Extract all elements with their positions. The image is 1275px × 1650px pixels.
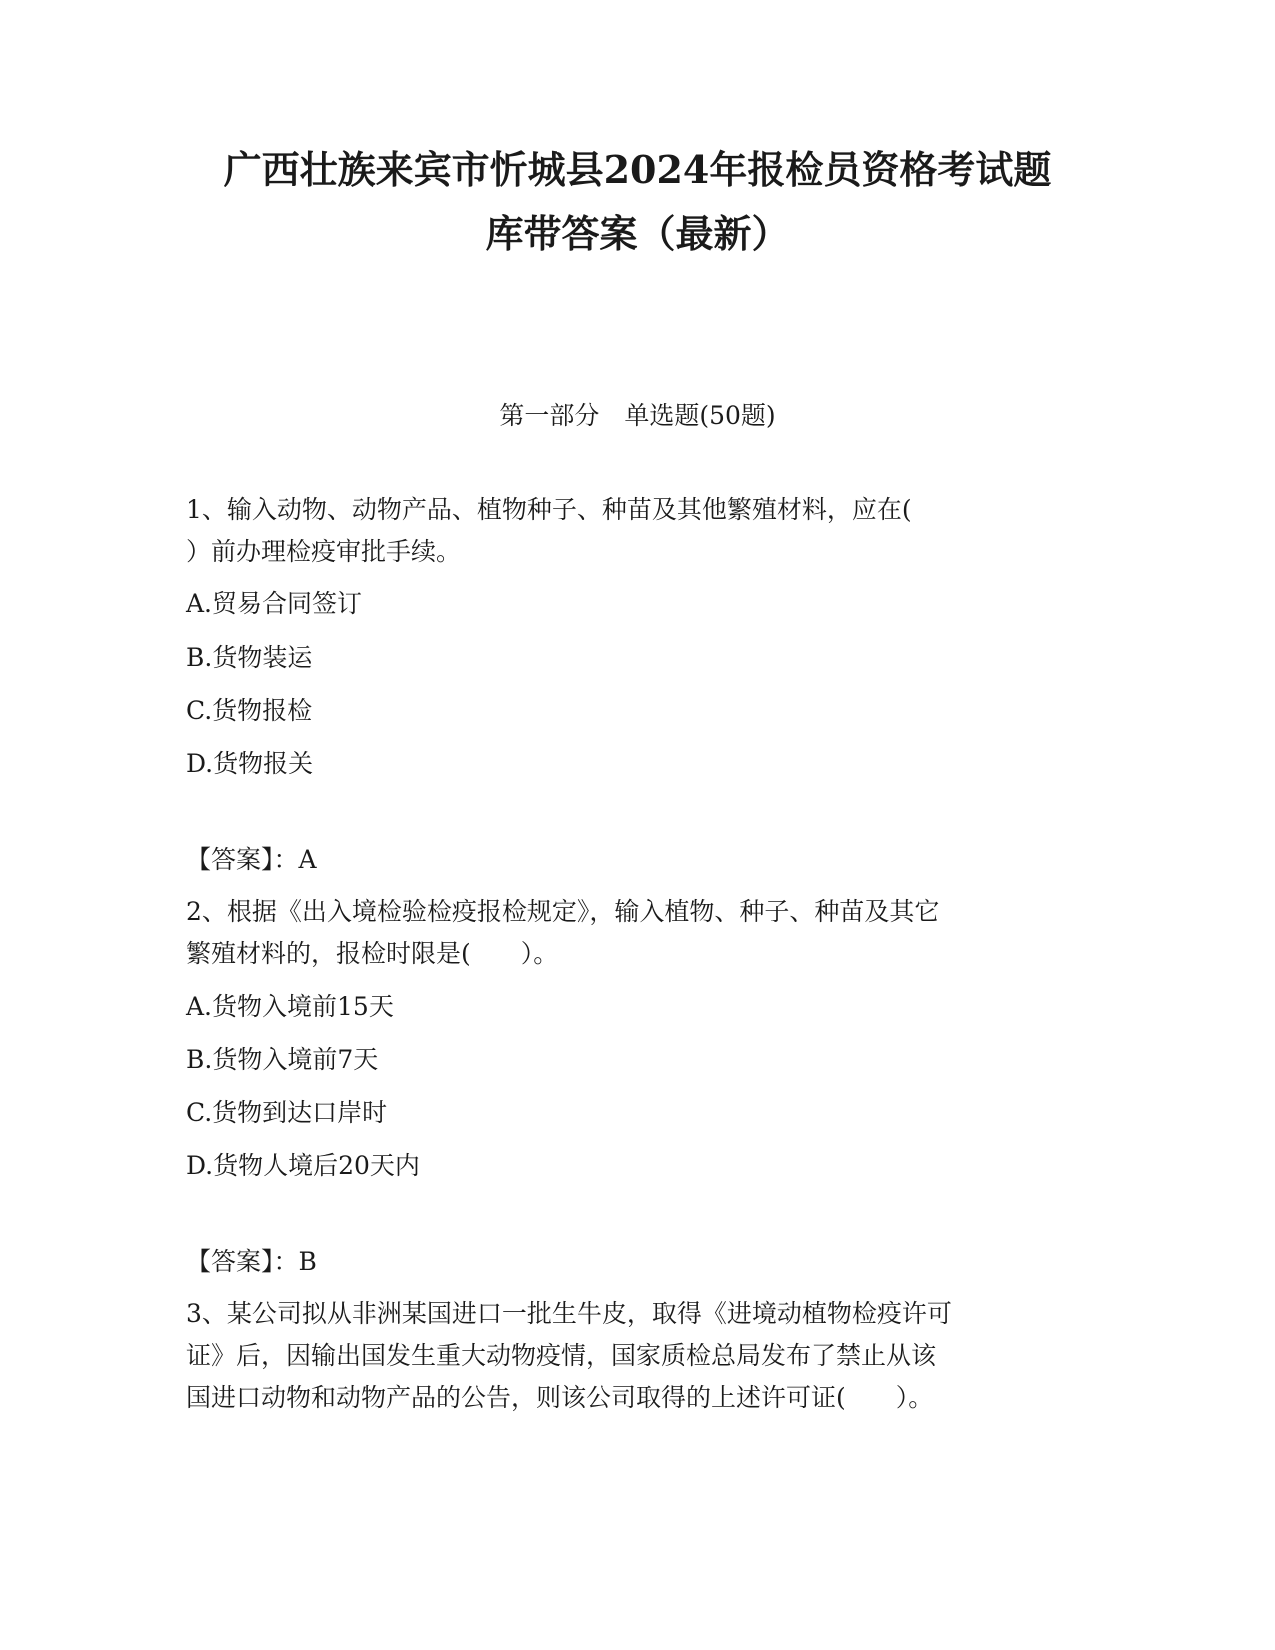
question-1-option-a: A.贸易合同签订 [186,589,363,618]
document-title [140,138,1135,266]
question-3-text-line-1: 3、某公司拟从非洲某国进口一批生牛皮，取得《进境动植物检疫许可 [186,1299,952,1328]
question-2-text-line-1: 2、根据《出入境检验检疫报检规定》，输入植物、种子、种苗及其它 [186,897,940,926]
question-2-option-d: D.货物人境后20天内 [186,1151,420,1180]
question-1-text-line-1: 1、输入动物、动物产品、植物种子、种苗及其他繁殖材料，应在( [186,495,912,524]
question-2-option-c: C.货物到达口岸时 [186,1098,388,1127]
section-heading: 第一部分 单选题(50题) [499,401,776,430]
question-3-text-line-3: 国进口动物和动物产品的公告，则该公司取得的上述许可证( ）。 [186,1383,934,1412]
question-2-answer: 【答案】：B [186,1247,317,1276]
question-1-text-line-2: ）前办理检疫审批手续。 [186,537,462,566]
title-line-1: 广西壮族来宾市忻城县2024年报检员资格考试题 [223,147,1052,192]
question-1-option-d: D.货物报关 [186,749,314,778]
title-line-2: 库带答案（最新） [485,211,790,256]
question-1-answer: 【答案】：A [186,845,317,874]
question-2-option-a: A.货物入境前15天 [186,992,394,1021]
question-1-option-b: B.货物装运 [186,643,313,672]
question-1-option-c: C.货物报检 [186,696,313,725]
question-2-text-line-2: 繁殖材料的，报检时限是( ）。 [186,939,559,968]
question-2-option-b: B.货物入境前7天 [186,1045,379,1074]
question-3-text-line-2: 证》后，因输出国发生重大动物疫情，国家质检总局发布了禁止从该 [186,1341,937,1370]
